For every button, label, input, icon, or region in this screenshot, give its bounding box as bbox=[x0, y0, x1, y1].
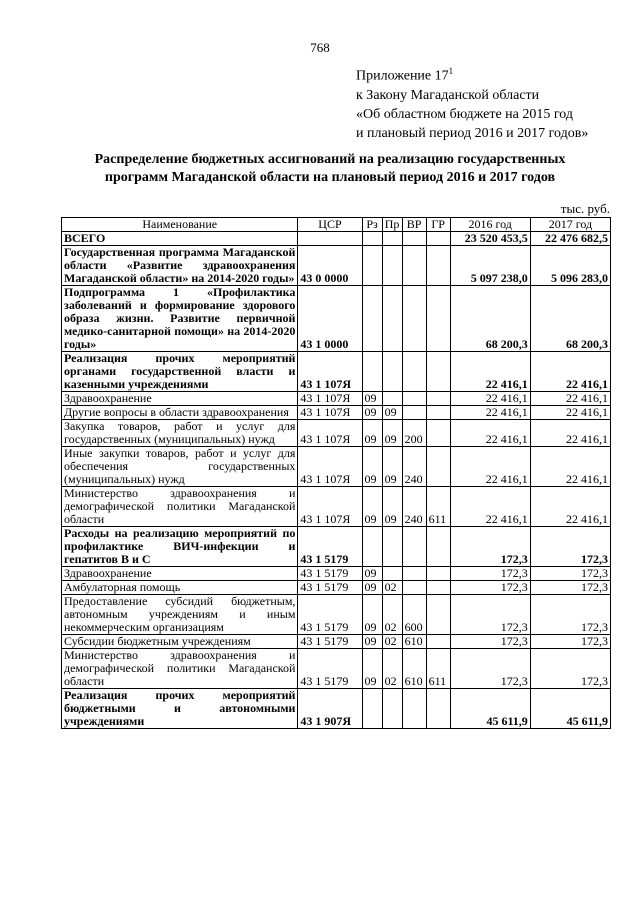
header-rz: Рз bbox=[362, 218, 382, 232]
cell-2017: 22 476 682,5 bbox=[530, 232, 610, 246]
cell-rz bbox=[362, 527, 382, 567]
appendix-title: Приложение 17 bbox=[356, 68, 449, 84]
cell-2017: 172,3 bbox=[530, 649, 610, 689]
cell-csr: 43 1 107Я bbox=[298, 447, 362, 487]
cell-csr: 43 0 0000 bbox=[298, 246, 362, 286]
cell-name: Закупка товаров, работ и услуг для государственных (муниципальных) нужд bbox=[62, 420, 298, 447]
title-line-1: Распределение бюджетных ассигнований на реализацию государственных bbox=[94, 152, 566, 167]
page-number: 768 bbox=[310, 40, 330, 55]
units-label: тыс. руб. bbox=[560, 201, 610, 216]
cell-2017: 172,3 bbox=[530, 595, 610, 635]
cell-gr bbox=[426, 420, 450, 447]
cell-csr: 43 1 107Я bbox=[298, 352, 362, 392]
table-row bbox=[62, 567, 611, 581]
cell-vr bbox=[402, 689, 426, 729]
cell-vr bbox=[402, 352, 426, 392]
cell-csr: 43 1 5179 bbox=[298, 527, 362, 567]
table-row bbox=[62, 420, 611, 447]
cell-2017: 172,3 bbox=[530, 527, 610, 567]
table-row bbox=[62, 689, 611, 729]
cell-pr: 02 bbox=[382, 635, 402, 649]
cell-gr bbox=[426, 527, 450, 567]
table-row bbox=[62, 649, 611, 689]
cell-gr bbox=[426, 581, 450, 595]
cell-csr bbox=[298, 232, 362, 246]
cell-csr: 43 1 107Я bbox=[298, 420, 362, 447]
cell-gr bbox=[426, 392, 450, 406]
cell-2017: 172,3 bbox=[530, 635, 610, 649]
cell-name: Иные закупки товаров, работ и услуг для обеспечения государственных (муниципальных) нужд bbox=[62, 447, 298, 487]
table-row bbox=[62, 232, 611, 246]
cell-csr: 43 1 0000 bbox=[298, 286, 362, 352]
cell-pr: 09 bbox=[382, 487, 402, 527]
budget-table bbox=[61, 217, 611, 729]
cell-rz: 09 bbox=[362, 420, 382, 447]
cell-vr bbox=[402, 527, 426, 567]
cell-name: Другие вопросы в области здравоохранения bbox=[62, 406, 298, 420]
cell-csr: 43 1 107Я bbox=[298, 392, 362, 406]
cell-csr: 43 1 107Я bbox=[298, 406, 362, 420]
cell-2017: 22 416,1 bbox=[530, 487, 610, 527]
table-row bbox=[62, 392, 611, 406]
cell-2016: 22 416,1 bbox=[450, 420, 530, 447]
cell-2016: 172,3 bbox=[450, 527, 530, 567]
cell-pr bbox=[382, 567, 402, 581]
cell-gr bbox=[426, 689, 450, 729]
cell-gr bbox=[426, 567, 450, 581]
cell-2017: 22 416,1 bbox=[530, 406, 610, 420]
cell-pr bbox=[382, 527, 402, 567]
cell-rz: 09 bbox=[362, 635, 382, 649]
cell-vr: 610 bbox=[402, 649, 426, 689]
cell-pr: 09 bbox=[382, 420, 402, 447]
cell-vr bbox=[402, 392, 426, 406]
table-row bbox=[62, 406, 611, 420]
appendix-line-4: и плановый период 2016 и 2017 годов» bbox=[356, 125, 589, 141]
cell-pr: 09 bbox=[382, 406, 402, 420]
header-name: Наименование bbox=[62, 218, 298, 232]
cell-gr bbox=[426, 406, 450, 420]
cell-2017: 45 611,9 bbox=[530, 689, 610, 729]
cell-pr bbox=[382, 689, 402, 729]
cell-vr bbox=[402, 286, 426, 352]
cell-2016: 22 416,1 bbox=[450, 392, 530, 406]
table-row bbox=[62, 595, 611, 635]
cell-name: Государственная программа Магаданской области «Развитие здравоохранения Магаданской области» на 2014-2020 годы» bbox=[62, 246, 298, 286]
cell-rz: 09 bbox=[362, 581, 382, 595]
header-2016: 2016 год bbox=[450, 218, 530, 232]
cell-rz: 09 bbox=[362, 487, 382, 527]
cell-vr bbox=[402, 567, 426, 581]
cell-gr bbox=[426, 352, 450, 392]
cell-vr: 240 bbox=[402, 447, 426, 487]
header-csr: ЦСР bbox=[298, 218, 362, 232]
cell-csr: 43 1 907Я bbox=[298, 689, 362, 729]
cell-csr: 43 1 5179 bbox=[298, 567, 362, 581]
cell-csr: 43 1 5179 bbox=[298, 649, 362, 689]
cell-gr bbox=[426, 635, 450, 649]
cell-2017: 22 416,1 bbox=[530, 392, 610, 406]
cell-rz: 09 bbox=[362, 447, 382, 487]
cell-name: Субсидии бюджетным учреждениям bbox=[62, 635, 298, 649]
cell-vr bbox=[402, 581, 426, 595]
cell-2016: 22 416,1 bbox=[450, 406, 530, 420]
cell-name: Министерство здравоохранения и демографической политики Магаданской области bbox=[62, 487, 298, 527]
cell-2017: 172,3 bbox=[530, 567, 610, 581]
cell-gr bbox=[426, 447, 450, 487]
appendix-line-1 bbox=[356, 62, 588, 86]
cell-name: Реализация прочих мероприятий бюджетными и автономными учреждениями bbox=[62, 689, 298, 729]
cell-rz: 09 bbox=[362, 595, 382, 635]
cell-name: Амбулаторная помощь bbox=[62, 581, 298, 595]
cell-2016: 172,3 bbox=[450, 595, 530, 635]
cell-rz bbox=[362, 232, 382, 246]
table-row bbox=[62, 286, 611, 352]
cell-2017: 172,3 bbox=[530, 581, 610, 595]
cell-2017: 5 096 283,0 bbox=[530, 246, 610, 286]
cell-2016: 172,3 bbox=[450, 649, 530, 689]
document-title bbox=[60, 151, 600, 187]
table-row bbox=[62, 246, 611, 286]
cell-rz: 09 bbox=[362, 649, 382, 689]
cell-rz: 09 bbox=[362, 406, 382, 420]
cell-rz bbox=[362, 352, 382, 392]
cell-name: Подпрограмма 1 «Профилактика заболеваний и формирование здорового образа жизни. Развитие первичной медико-санитарной помощи» на 2014-2020 годы» bbox=[62, 286, 298, 352]
cell-name: ВСЕГО bbox=[62, 232, 298, 246]
cell-vr bbox=[402, 232, 426, 246]
cell-vr: 240 bbox=[402, 487, 426, 527]
table-body bbox=[62, 232, 611, 729]
cell-2016: 22 416,1 bbox=[450, 487, 530, 527]
cell-2017: 68 200,3 bbox=[530, 286, 610, 352]
table-row bbox=[62, 527, 611, 567]
header-pr: Пр bbox=[382, 218, 402, 232]
cell-pr bbox=[382, 392, 402, 406]
appendix-line-2: к Закону Магаданской области bbox=[356, 87, 540, 103]
cell-name: Реализация прочих мероприятий органами государственной власти и казенными учреждениями bbox=[62, 352, 298, 392]
cell-gr bbox=[426, 232, 450, 246]
cell-rz: 09 bbox=[362, 392, 382, 406]
cell-rz: 09 bbox=[362, 567, 382, 581]
appendix-superscript: 1 bbox=[448, 66, 454, 76]
cell-vr: 610 bbox=[402, 635, 426, 649]
cell-name: Здравоохранение bbox=[62, 392, 298, 406]
cell-gr: 611 bbox=[426, 487, 450, 527]
cell-pr: 02 bbox=[382, 649, 402, 689]
cell-2016: 22 416,1 bbox=[450, 352, 530, 392]
cell-2017: 22 416,1 bbox=[530, 420, 610, 447]
cell-csr: 43 1 5179 bbox=[298, 595, 362, 635]
cell-rz bbox=[362, 286, 382, 352]
table-row bbox=[62, 581, 611, 595]
cell-csr: 43 1 107Я bbox=[298, 487, 362, 527]
cell-2016: 22 416,1 bbox=[450, 447, 530, 487]
cell-vr: 600 bbox=[402, 595, 426, 635]
cell-2016: 68 200,3 bbox=[450, 286, 530, 352]
cell-2016: 172,3 bbox=[450, 635, 530, 649]
cell-vr bbox=[402, 406, 426, 420]
table-row bbox=[62, 352, 611, 392]
cell-2017: 22 416,1 bbox=[530, 352, 610, 392]
table-row bbox=[62, 447, 611, 487]
cell-csr: 43 1 5179 bbox=[298, 635, 362, 649]
cell-rz bbox=[362, 689, 382, 729]
cell-name: Расходы на реализацию мероприятий по профилактике ВИЧ-инфекции и гепатитов В и С bbox=[62, 527, 298, 567]
cell-2016: 172,3 bbox=[450, 581, 530, 595]
cell-2016: 172,3 bbox=[450, 567, 530, 581]
table-header-row bbox=[62, 218, 611, 232]
cell-name: Предоставление субсидий бюджетным, автономным учреждениям и иным некоммерческим организациям bbox=[62, 595, 298, 635]
cell-gr bbox=[426, 286, 450, 352]
cell-pr: 09 bbox=[382, 447, 402, 487]
cell-vr bbox=[402, 246, 426, 286]
header-gr: ГР bbox=[426, 218, 450, 232]
cell-name: Министерство здравоохранения и демографической политики Магаданской области bbox=[62, 649, 298, 689]
header-vr: ВР bbox=[402, 218, 426, 232]
cell-csr: 43 1 5179 bbox=[298, 581, 362, 595]
title-line-2: программ Магаданской области на плановый период 2016 и 2017 годов bbox=[104, 170, 556, 185]
cell-gr bbox=[426, 246, 450, 286]
table-row bbox=[62, 635, 611, 649]
appendix-line-3: «Об областном бюджете на 2015 год bbox=[356, 106, 573, 122]
header-2017: 2017 год bbox=[530, 218, 610, 232]
cell-pr bbox=[382, 246, 402, 286]
cell-rz bbox=[362, 246, 382, 286]
cell-2017: 22 416,1 bbox=[530, 447, 610, 487]
cell-vr: 200 bbox=[402, 420, 426, 447]
cell-2016: 45 611,9 bbox=[450, 689, 530, 729]
cell-pr bbox=[382, 286, 402, 352]
cell-2016: 5 097 238,0 bbox=[450, 246, 530, 286]
cell-pr: 02 bbox=[382, 595, 402, 635]
cell-pr bbox=[382, 352, 402, 392]
appendix-block bbox=[356, 62, 588, 143]
cell-pr bbox=[382, 232, 402, 246]
cell-2016: 23 520 453,5 bbox=[450, 232, 530, 246]
cell-pr: 02 bbox=[382, 581, 402, 595]
cell-gr: 611 bbox=[426, 649, 450, 689]
cell-name: Здравоохранение bbox=[62, 567, 298, 581]
cell-gr bbox=[426, 595, 450, 635]
table-row bbox=[62, 487, 611, 527]
